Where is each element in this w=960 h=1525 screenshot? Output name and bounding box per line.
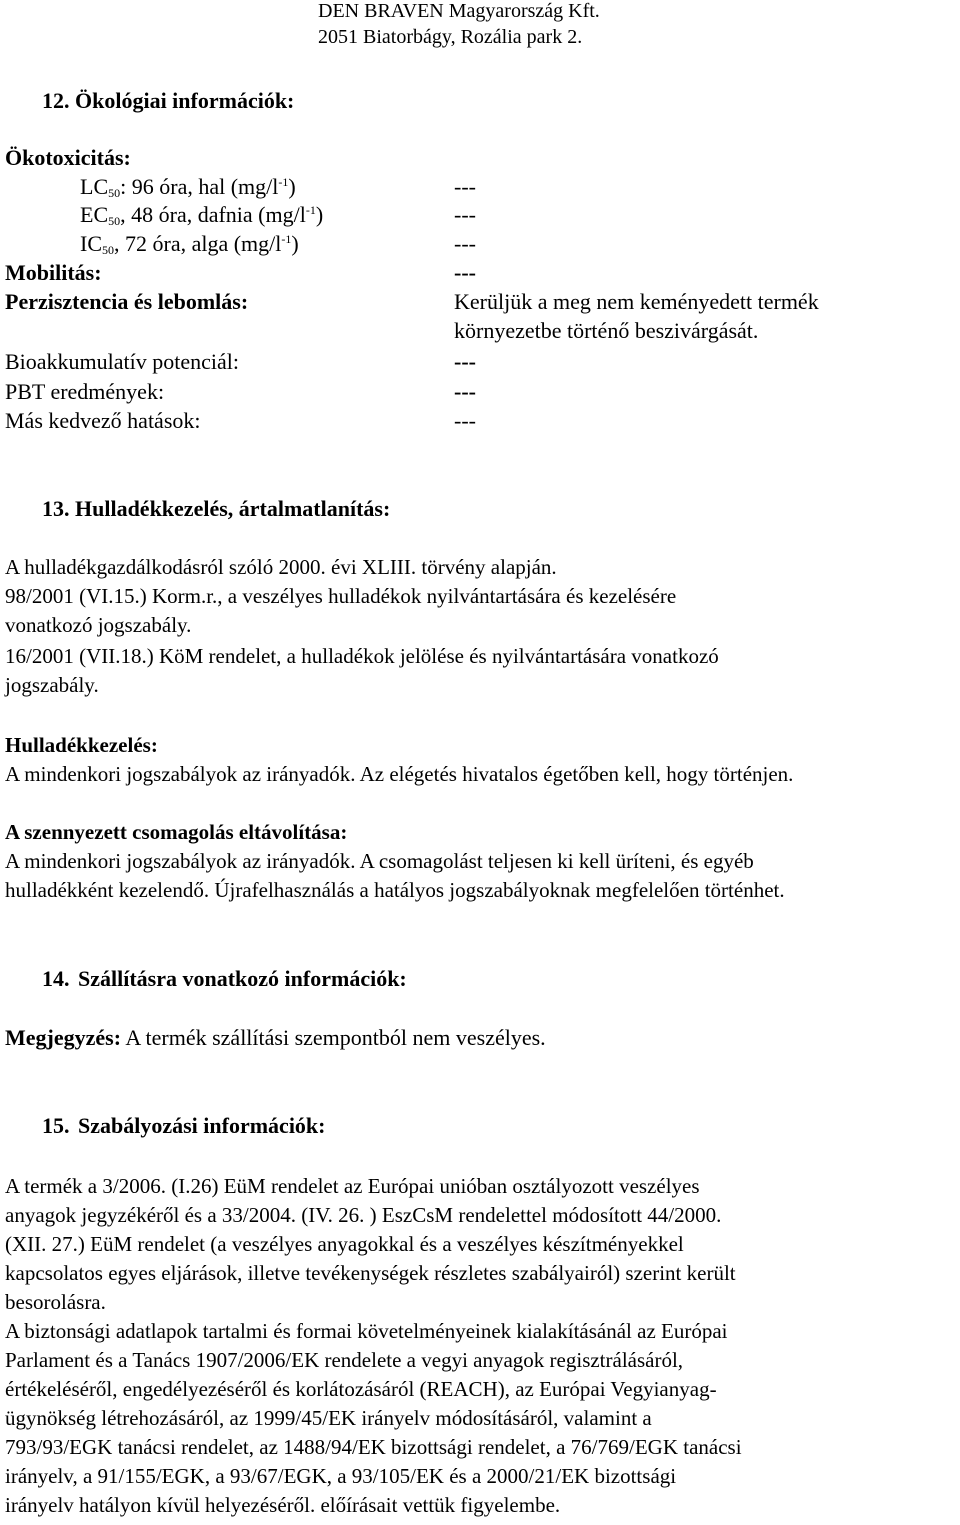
regulatory-line: 793/93/EGK tanácsi rendelet, az 1488/94/EK bizottsági rendelet, a 76/769/EGK tanácsi xyxy=(5,1435,742,1459)
regulatory-line: A biztonsági adatlapok tartalmi és formai követelményeinek kialakításánál az Európai xyxy=(5,1319,728,1343)
section-title: Hulladékkezelés, ártalmatlanítás: xyxy=(75,496,391,521)
persistence-text-2: környezetbe történő beszivárgását. xyxy=(454,318,759,343)
lc50-row: $LC_{50}$: 96 óra, hal $(mg/l^{-1})$ xyxy=(80,174,296,200)
other-effects-label: Más kedvező hatások: xyxy=(5,408,201,433)
regulatory-line: besorolásra. xyxy=(5,1290,106,1314)
note-text: A termék szállítási szempontból nem veszélyes. xyxy=(125,1025,546,1050)
bioacc-value: --- xyxy=(454,349,476,374)
section-number: 14. xyxy=(42,966,70,991)
section-title: Szállításra vonatkozó információk: xyxy=(78,966,407,991)
pbt-label: PBT eredmények: xyxy=(5,379,165,404)
section-title: Ökológiai információk: xyxy=(75,88,295,113)
waste-text: A mindenkori jogszabályok az irányadók. Az elégetés hivatalos égetőben kell, hogy történjen. xyxy=(5,762,794,786)
regulatory-line: Parlament és a Tanács 1907/2006/EK rendelete a vegyi anyagok regisztrálásáról, xyxy=(5,1348,684,1372)
bioacc-label: Bioakkumulatív potenciál: xyxy=(5,349,240,374)
regulatory-line: anyagok jegyzékéről és a 33/2004. (IV. 26. ) EszCsM rendelettel módosított 44/2000. xyxy=(5,1203,722,1227)
ic50-value: --- xyxy=(454,231,476,256)
regulatory-line: A termék a 3/2006. (I.26) EüM rendelet az Európai unióban osztályozott veszélyes xyxy=(5,1174,700,1198)
pbt-value: --- xyxy=(454,379,476,404)
ec50-value: --- xyxy=(454,202,476,227)
lc50-value: --- xyxy=(454,174,476,199)
header-address: 2051 Biatorbágy, Rozália park 2. xyxy=(318,26,583,48)
regulatory-line: ügynökség létrehozásáról, az 1999/45/EK irányelv módosításáról, valamint a xyxy=(5,1406,652,1430)
regulatory-line: irányelv, a 91/155/EGK, a 93/67/EGK, a 93/105/EK és a 2000/21/EK bizottsági xyxy=(5,1464,677,1488)
section-14-heading xyxy=(42,964,407,993)
section-number: 15. xyxy=(42,1113,70,1138)
note-label: Megjegyzés: xyxy=(5,1025,122,1050)
regulatory-line: irányelv hatályon kívül helyezéséről. előírásait vettük figyelembe. xyxy=(5,1493,561,1517)
header-company: DEN BRAVEN Magyarország Kft. xyxy=(318,0,600,22)
section-15-heading xyxy=(42,1111,326,1140)
regulatory-line: (XII. 27.) EüM rendelet (a veszélyes anyagokkal és a veszélyes készítményekkel xyxy=(5,1232,684,1256)
persistence-text-1: Kerüljük a meg nem keményedett termék xyxy=(454,289,819,314)
regulation-line: 98/2001 (VI.15.) Korm.r., a veszélyes hulladékok nyilvántartására és kezelésére xyxy=(5,584,677,608)
regulatory-line: értékeléséről, engedélyezéséről és korlátozásáról (REACH), az Európai Vegyianyag- xyxy=(5,1377,717,1401)
regulation-line: vonatkozó jogszabály. xyxy=(5,613,192,637)
ecotox-label: Ökotoxicitás: xyxy=(5,145,131,170)
regulation-line: 16/2001 (VII.18.) KöM rendelet, a hulladékok jelölése és nyilvántartására vonatkozó xyxy=(5,644,719,668)
transport-note xyxy=(5,1023,546,1052)
regulatory-line: kapcsolatos egyes eljárások, illetve tevékenységek részletes szabályairól) szerint került xyxy=(5,1261,736,1285)
packaging-heading: A szennyezett csomagolás eltávolítása: xyxy=(5,820,348,844)
ec50-row: $EC_{50}$, 48 óra, dafnia $(mg/l^{-1})$ xyxy=(80,202,324,228)
mobility-value: --- xyxy=(454,260,476,285)
regulation-line: A hulladékgazdálkodásról szóló 2000. évi XLIII. törvény alapján. xyxy=(5,555,557,579)
packaging-line: A mindenkori jogszabályok az irányadók. A csomagolást teljesen ki kell üríteni, és egyéb xyxy=(5,849,754,873)
section-12-heading xyxy=(42,86,294,115)
packaging-line: hulladékként kezelendő. Újrafelhasználás a hatályos jogszabályoknak megfelelően történhet. xyxy=(5,878,785,902)
regulation-line: jogszabály. xyxy=(5,673,99,697)
waste-heading: Hulladékkezelés: xyxy=(5,733,158,757)
section-number: 13. xyxy=(42,496,70,521)
ic50-row: $IC_{50}$, 72 óra, alga $(mg/l^{-1})$ xyxy=(80,231,299,257)
section-title: Szabályozási információk: xyxy=(78,1113,326,1138)
section-number: 12. xyxy=(42,88,70,113)
mobility-label: Mobilitás: xyxy=(5,260,102,285)
other-effects-value: --- xyxy=(454,408,476,433)
section-13-heading xyxy=(42,494,390,523)
persistence-label: Perzisztencia és lebomlás: xyxy=(5,289,249,314)
